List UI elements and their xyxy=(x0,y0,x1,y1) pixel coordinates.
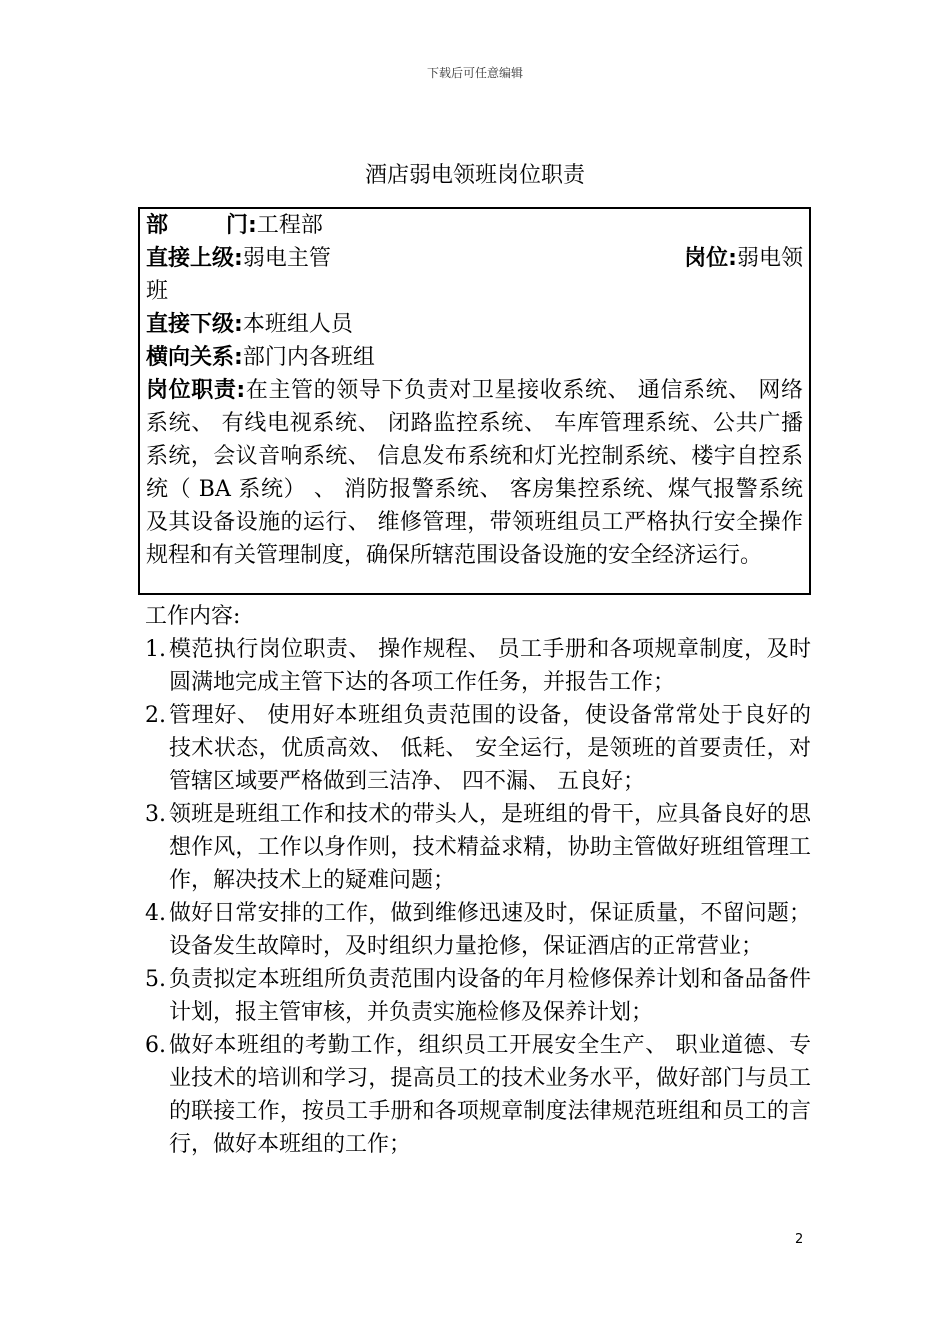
item-text: 做好日常安排的工作，做到维修迅速及时，保证质量，不留问题；设备发生故障时，及时组织力量抢修，保证酒店的正常营业； xyxy=(169,901,811,959)
subordinate-label: 直接下级: xyxy=(146,312,243,337)
item-text: 模范执行岗位职责、 操作规程、 员工手册和各项规章制度，及时圆满地完成主管下达的各项工作任务，并报告工作； xyxy=(169,637,811,695)
lateral-label: 横向关系: xyxy=(146,345,243,370)
lateral-value: 部门内各班组 xyxy=(242,345,375,370)
duty-value: 在主管的领导下负责对卫星接收系统、 通信系统、 网络系统、 有线电视系统、 闭路监控系统、 车库管理系统、公共广播系统，会议音响系统、 信息发布系统和灯光控制系统、楼宇自控系统（ BA 系统） 、 消防报警系统、 客房集控系统、煤气报警系统及其设备设施的运行、 维修管理，带领班组员工严格执行安全操作规程和有关管理制度，确保所辖范围设备设施的安全经济运行。 xyxy=(146,378,803,568)
item-text: 负责拟定本班组所负责范围内设备的年月检修保养计划和备品备件计划，报主管审核，并负责实施检修及保养计划； xyxy=(169,967,811,1025)
item-number: 4. xyxy=(145,901,166,926)
department-value: 工程部 xyxy=(256,213,323,238)
department-row xyxy=(146,209,803,242)
list-item xyxy=(145,1029,811,1161)
subordinate-row xyxy=(146,308,803,341)
item-number: 5. xyxy=(145,967,166,992)
subordinate-value: 本班组人员 xyxy=(242,312,353,337)
position-value: 弱电领 xyxy=(736,246,803,271)
item-number: 6. xyxy=(145,1033,166,1058)
item-text: 做好本班组的考勤工作，组织员工开展安全生产、 职业道德、专业技术的培训和学习，提高员工的技术业务水平，做好部门与员工的联接工作，按员工手册和各项规章制度法律规范班组和员工的言行，做好本班组的工作； xyxy=(169,1033,811,1157)
item-number: 2. xyxy=(145,703,166,728)
job-info-box xyxy=(138,207,811,595)
item-text: 管理好、 使用好本班组负责范围的设备，使设备常常处于良好的技术状态，优质高效、 低耗、 安全运行，是领班的首要责任，对管辖区域要严格做到三洁净、 四不漏、 五良好； xyxy=(169,703,811,794)
superior-label: 直接上级: xyxy=(146,246,243,271)
duty-label: 岗位职责: xyxy=(146,378,246,403)
list-item xyxy=(145,699,811,798)
list-item xyxy=(145,633,811,699)
list-item xyxy=(145,963,811,1029)
list-item xyxy=(145,897,811,963)
item-text: 领班是班组工作和技术的带头人，是班组的骨干，应具备良好的思想作风，工作以身作则，技术精益求精，协助主管做好班组管理工作，解决技术上的疑难问题； xyxy=(169,802,811,893)
header-note: 下载后可任意编辑 xyxy=(426,66,523,80)
superior-row xyxy=(146,242,803,275)
page-title: 酒店弱电领班岗位职责 xyxy=(364,163,585,188)
work-content xyxy=(145,600,811,1161)
item-number: 1. xyxy=(145,637,166,662)
work-content-heading: 工作内容: xyxy=(145,604,241,629)
position-value-wrap: 班 xyxy=(146,279,169,304)
lateral-row xyxy=(146,341,803,374)
item-number: 3. xyxy=(145,802,166,827)
duty-row xyxy=(146,374,803,572)
superior-value: 弱电主管 xyxy=(242,246,331,271)
page-number: 2 xyxy=(795,1232,804,1247)
department-label: 部 门: xyxy=(146,213,257,238)
list-item xyxy=(145,798,811,897)
position-label: 岗位: xyxy=(684,246,737,271)
